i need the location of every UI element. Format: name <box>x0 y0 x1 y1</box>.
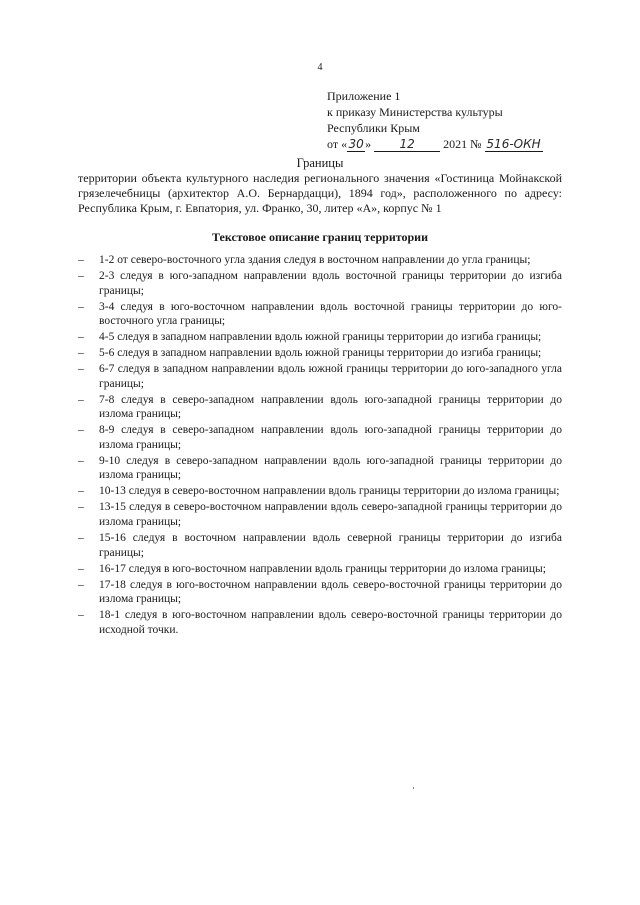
dash-bullet: – <box>78 578 84 591</box>
list-item-text: 5-6 следуя в западном направлении вдоль южной границы территории до изгиба границы; <box>99 347 542 360</box>
appendix-block <box>327 88 543 152</box>
list-item <box>78 578 562 607</box>
order-number-handwritten: 516-ОКН <box>486 137 541 151</box>
dash-bullet: – <box>78 363 84 376</box>
dash-bullet: – <box>78 347 84 360</box>
dash-bullet: – <box>78 562 84 575</box>
appendix-order-ref: к приказу Министерства культуры <box>327 105 503 119</box>
dash-bullet: – <box>78 501 84 514</box>
section-heading: Текстовое описание границ территории <box>211 230 429 244</box>
dash-bullet: – <box>78 393 84 406</box>
boundary-description-list <box>78 253 562 639</box>
list-item <box>78 253 562 268</box>
list-item <box>78 346 562 361</box>
page-number: 4 <box>317 62 323 73</box>
dash-bullet: – <box>78 254 84 266</box>
date-day-handwritten: 30 <box>348 137 364 151</box>
list-item-text: 18-1 следуя в юго-восточном направлении вдоль северо-восточной границы территории до исходной точки. <box>99 609 562 636</box>
list-item <box>78 362 562 391</box>
list-item-text: 7-8 следуя в северо-западном направлении вдоль юго-западной границы территории до излома границы; <box>99 393 562 421</box>
list-item-text: 10-13 следуя в северо-восточном направлении вдоль границы территории до излома границы; <box>99 485 560 498</box>
list-item <box>78 423 562 452</box>
list-item <box>78 393 562 422</box>
appendix-republic: Республики Крым <box>327 121 420 135</box>
list-item <box>78 300 562 329</box>
list-item-text: 2-3 следуя в юго-западном направлении вдоль восточной границы территории до изгиба границы; <box>99 269 562 297</box>
list-item <box>78 608 562 637</box>
list-item-text: 6-7 следуя в западном направлении вдоль южной границы территории до юго-западного угла границы; <box>99 363 562 390</box>
document-subject: территории объекта культурного наследия регионального значения «Гостиница Мойнакской грязелечебницы (архитектор А.О. Бернардацци), 1894 год», расположенного по адресу: Республика Крым, г. Евпатория, ул. Франко, 30, литер «А», корпус № 1 <box>78 171 562 215</box>
dash-bullet: – <box>78 300 84 313</box>
dash-bullet: – <box>78 531 84 544</box>
list-item <box>78 562 562 577</box>
dash-bullet: – <box>78 454 84 467</box>
list-item-text: 3-4 следуя в юго-восточном направлении вдоль восточной границы территории до юго-восточного угла границы; <box>99 300 562 328</box>
date-quote-close: » <box>365 137 372 151</box>
list-item-text: 9-10 следуя в северо-западном направлении вдоль юго-западной границы территории до излома границы; <box>99 454 562 482</box>
date-month-handwritten: 12 <box>374 138 440 152</box>
list-item <box>78 531 562 560</box>
list-item <box>78 454 562 483</box>
list-item <box>78 269 562 298</box>
scan-speck <box>413 787 414 789</box>
dash-bullet: – <box>78 331 84 344</box>
list-item <box>78 484 562 499</box>
dash-bullet: – <box>78 424 84 437</box>
list-item-text: 8-9 следуя в северо-западном направлении вдоль юго-западной границы территории до излома границы; <box>99 424 562 451</box>
list-item-text: 15-16 следуя в восточном направлении вдоль северной границы территории до изгиба границы; <box>99 531 562 559</box>
dash-bullet: – <box>78 269 84 282</box>
list-item-text: 1-2 от северо-восточного угла здания следуя в восточном направлении до угла границы; <box>99 254 531 266</box>
list-item-text: 4-5 следуя в западном направлении вдоль южной границы территории до изгиба границы; <box>99 331 542 344</box>
list-item-text: 16-17 следуя в юго-восточном направлении вдоль границы территории до излома границы; <box>99 562 546 575</box>
date-year: 2021 № <box>443 137 482 151</box>
dash-bullet: – <box>78 485 84 498</box>
appendix-title: Приложение 1 <box>327 89 401 103</box>
list-item <box>78 500 562 529</box>
list-item-text: 17-18 следуя в юго-восточном направлении вдоль северо-восточной границы территории до излома границы; <box>99 578 562 606</box>
date-prefix: от « <box>327 137 348 151</box>
dash-bullet: – <box>78 609 84 622</box>
document-title: Границы <box>296 156 344 170</box>
list-item <box>78 330 562 345</box>
list-item-text: 13-15 следуя в северо-восточном направлении вдоль северо-западной границы территории до излома границы; <box>99 501 562 528</box>
appendix-date-line <box>327 136 543 152</box>
